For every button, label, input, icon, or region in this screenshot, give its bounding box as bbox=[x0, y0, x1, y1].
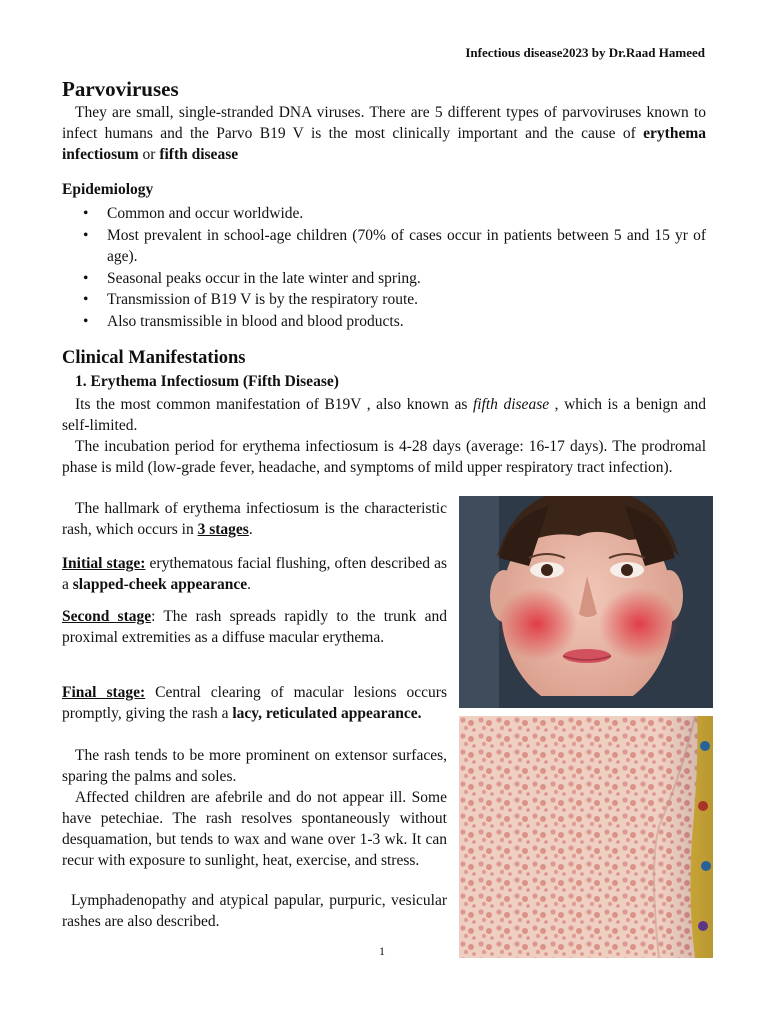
final-stage-paragraph bbox=[62, 682, 447, 724]
list-item: • Also transmissible in blood and blood products. bbox=[62, 311, 706, 333]
epidemiology-list bbox=[62, 203, 706, 332]
second-text: : The rash spreads rapidly to the trunk and proximal extremities as a diffuse macular erythema. bbox=[62, 608, 447, 646]
clinical-paragraph-6: Lymphadenopathy and atypical papular, purpuric, vesicular rashes are also described. bbox=[62, 892, 447, 930]
slapped-cheek-image bbox=[459, 496, 713, 708]
initial-bold: slapped-cheek appearance bbox=[72, 576, 248, 593]
page-number: 1 bbox=[379, 944, 385, 958]
clinical-paragraph-1 bbox=[62, 394, 706, 436]
p3-end: . bbox=[248, 521, 253, 538]
initial-stage-label: Initial stage: bbox=[62, 555, 146, 572]
slapped-cheek-photo bbox=[459, 496, 713, 708]
clinical-subheading: 1. Erythema Infectiosum (Fifth Disease) bbox=[75, 373, 339, 390]
initial-text: erythematous facial flushing, often described as a bbox=[62, 555, 448, 593]
initial-end: . bbox=[247, 576, 252, 593]
clinical-heading: Clinical Manifestations bbox=[62, 348, 246, 368]
clinical-paragraph-5: Affected children are afebrile and do not appear ill. Some have petechiae. The rash resolves spontaneously without desquamation, but tends to wax and wane over 1-3 wk. It can recur with exposure to sunlight, heat, exercise, and stress. bbox=[62, 789, 447, 869]
intro-paragraph bbox=[62, 102, 706, 165]
clinical-paragraph-3 bbox=[62, 498, 447, 540]
intro-text: They are small, single-stranded DNA viruses. There are 5 different types of parvoviruses known to infect humans and the Parvo B19 V is the most clinically important and the cause of bbox=[62, 104, 706, 142]
clinical-paragraph-2: The incubation period for erythema infectiosum is 4-28 days (average: 16-17 days). The prodromal phase is mild (low-grade fever, headache, and symptoms of mild upper respiratory tract infection). bbox=[62, 438, 706, 476]
list-item: • Most prevalent in school-age children (70% of cases occur in patients between 5 and 15 yr of age). bbox=[62, 225, 706, 268]
p1-text: Its the most common manifestation of B19V , also known as bbox=[75, 396, 473, 413]
epidemiology-heading: Epidemiology bbox=[62, 181, 154, 198]
initial-stage-paragraph bbox=[62, 553, 447, 595]
intro-bold-term-2: fifth disease bbox=[159, 146, 239, 163]
p1-italic: fifth disease bbox=[472, 396, 550, 413]
list-item: • Transmission of B19 V is by the respiratory route. bbox=[62, 289, 706, 311]
clinical-paragraph-4: The rash tends to be more prominent on extensor surfaces, sparing the palms and soles. bbox=[62, 747, 447, 785]
second-stage-label: Second stage bbox=[62, 608, 152, 625]
p3-text: The hallmark of erythema infectiosum is the characteristic rash, which occurs in bbox=[62, 500, 447, 538]
list-item: • Seasonal peaks occur in the late winter and spring. bbox=[62, 268, 706, 290]
intro-or: or bbox=[138, 146, 160, 163]
p1-text-end: , which is a benign and self-limited. bbox=[62, 396, 706, 434]
lacy-rash-photo bbox=[459, 716, 713, 958]
list-item: • Common and occur worldwide. bbox=[62, 203, 706, 225]
second-stage-paragraph bbox=[62, 606, 447, 648]
page-title: Parvoviruses bbox=[62, 77, 179, 101]
page-header: Infectious disease2023 by Dr.Raad Hameed bbox=[465, 45, 705, 60]
lacy-rash-image bbox=[459, 716, 713, 958]
final-bold: lacy, reticulated appearance. bbox=[232, 705, 422, 722]
final-stage-label: Final stage: bbox=[62, 684, 146, 701]
p3-stages: 3 stages bbox=[197, 521, 249, 538]
final-text: Central clearing of macular lesions occurs promptly, giving the rash a bbox=[62, 684, 448, 722]
intro-bold-term-1: erythema infectiosum bbox=[62, 125, 706, 163]
